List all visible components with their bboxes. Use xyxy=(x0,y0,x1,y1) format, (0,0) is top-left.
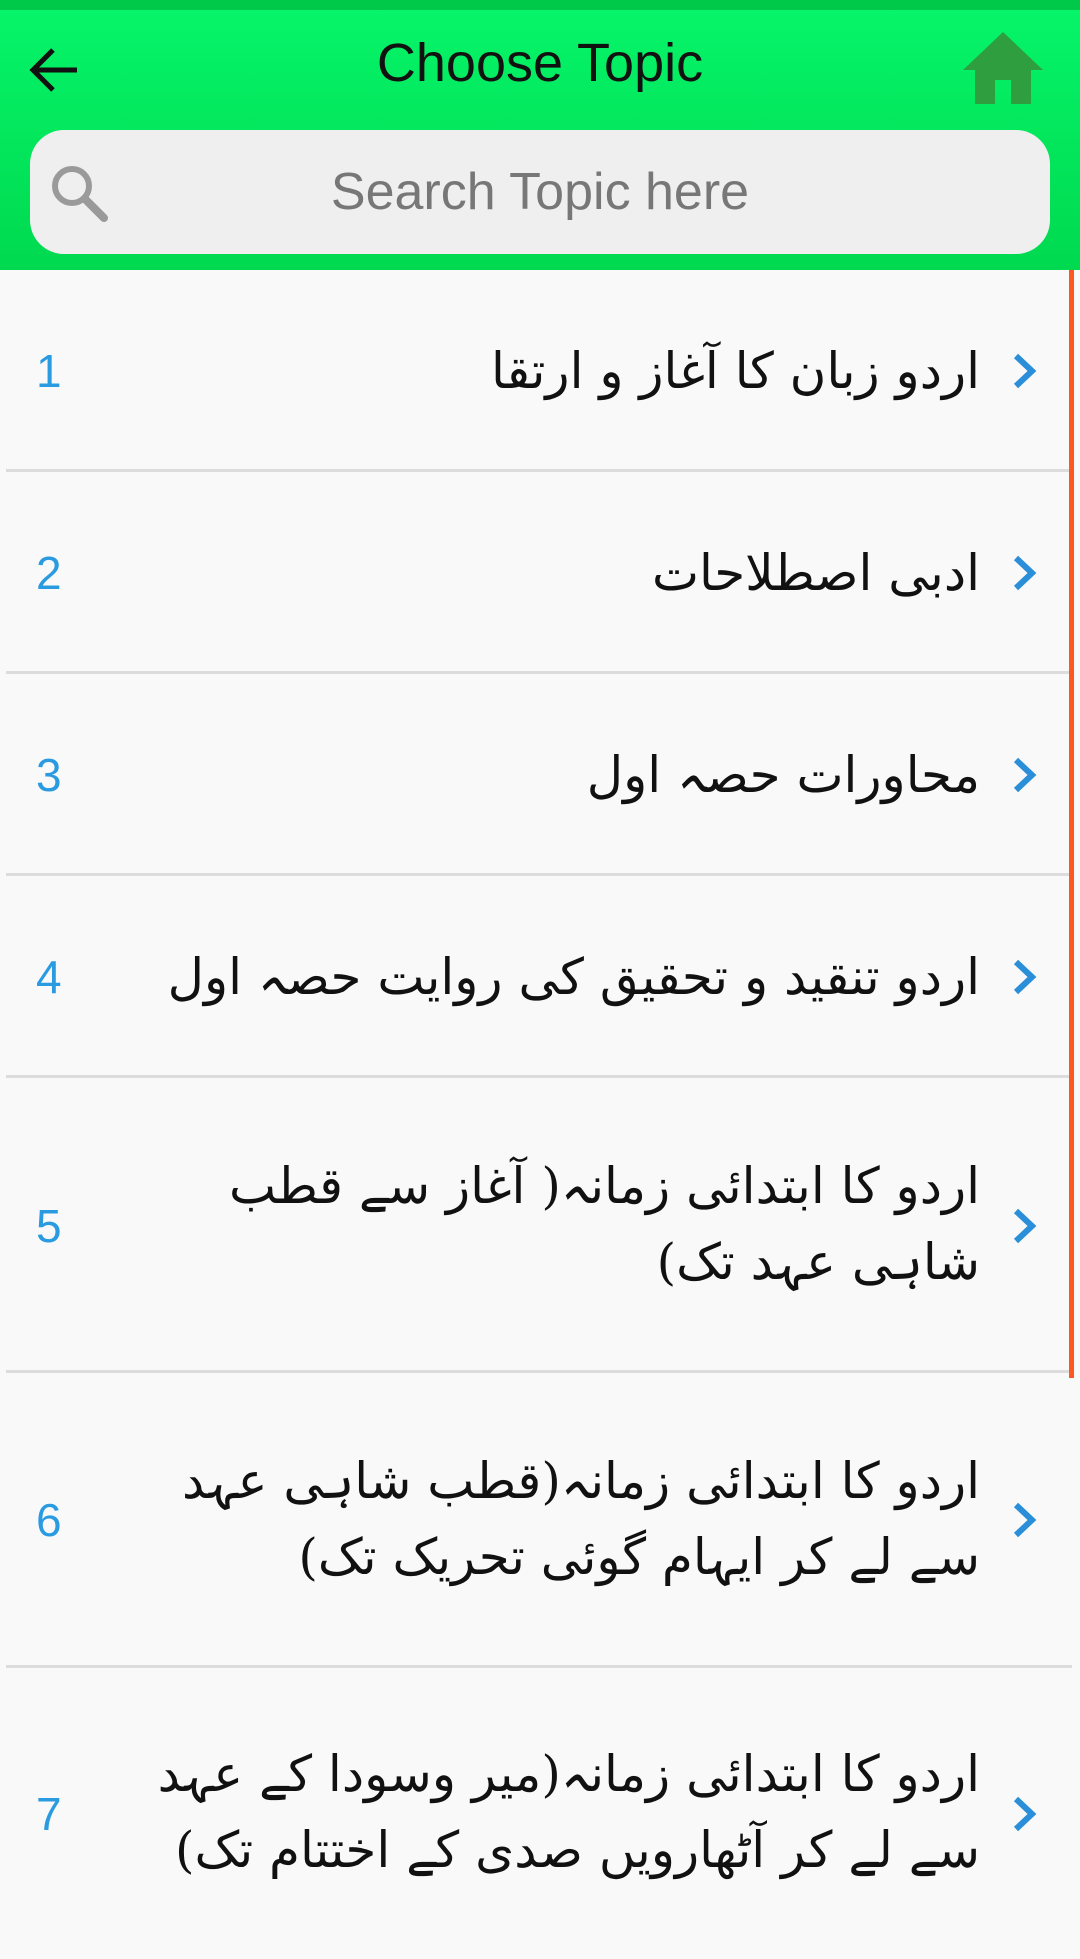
home-icon xyxy=(961,30,1045,106)
list-item[interactable] xyxy=(0,270,1072,472)
topic-label: اردو تنقید و تحقیق کی روایت حصہ اول xyxy=(167,948,980,1006)
app-header xyxy=(0,0,1080,270)
topic-label: اردو کا ابتدائی زمانہ(میر وسودا کے عہد سے لے کر آٹھارویں صدی کے اختتام تک) xyxy=(157,1745,980,1879)
chevron-right-icon xyxy=(1004,952,1044,1002)
topic-number: 6 xyxy=(36,1494,62,1546)
chevron-right-icon xyxy=(1004,346,1044,396)
chevron-right-icon xyxy=(1004,750,1044,800)
chevron-right-icon xyxy=(1004,548,1044,598)
topic-label: اردو کا ابتدائی زمانہ( آغاز سے قطب شاہی عہد تک) xyxy=(229,1157,980,1291)
topic-label: ادبی اصطلاحات xyxy=(651,544,980,602)
topic-number: 3 xyxy=(36,749,62,801)
search-icon xyxy=(46,160,112,226)
topic-label: اردو کا ابتدائی زمانہ(قطب شاہی عہد سے لے کر ایہام گوئی تحریک تک) xyxy=(182,1452,980,1586)
topic-label: اردو زبان کا آغاز و ارتقا xyxy=(490,342,980,400)
topic-number: 1 xyxy=(36,345,62,397)
list-item[interactable] xyxy=(0,472,1072,674)
topic-label: محاورات حصہ اول xyxy=(586,746,980,804)
topic-number: 5 xyxy=(36,1200,62,1252)
list-item[interactable] xyxy=(0,1668,1072,1959)
chevron-right-icon xyxy=(1004,1495,1044,1545)
list-item[interactable] xyxy=(0,674,1072,876)
search-bar xyxy=(30,130,1050,254)
chevron-right-icon xyxy=(1004,1789,1044,1839)
list-item[interactable] xyxy=(0,1373,1072,1668)
topic-number: 4 xyxy=(36,951,62,1003)
page-title: Choose Topic xyxy=(376,33,704,93)
topic-number: 7 xyxy=(36,1788,62,1840)
chevron-right-icon xyxy=(1004,1201,1044,1251)
search-input[interactable] xyxy=(120,130,960,254)
list-item[interactable] xyxy=(0,1078,1072,1373)
list-item[interactable] xyxy=(0,876,1072,1078)
status-strip xyxy=(0,0,1080,10)
home-button[interactable] xyxy=(955,25,1050,110)
scrollbar[interactable] xyxy=(1069,270,1074,1378)
topic-number: 2 xyxy=(36,547,62,599)
